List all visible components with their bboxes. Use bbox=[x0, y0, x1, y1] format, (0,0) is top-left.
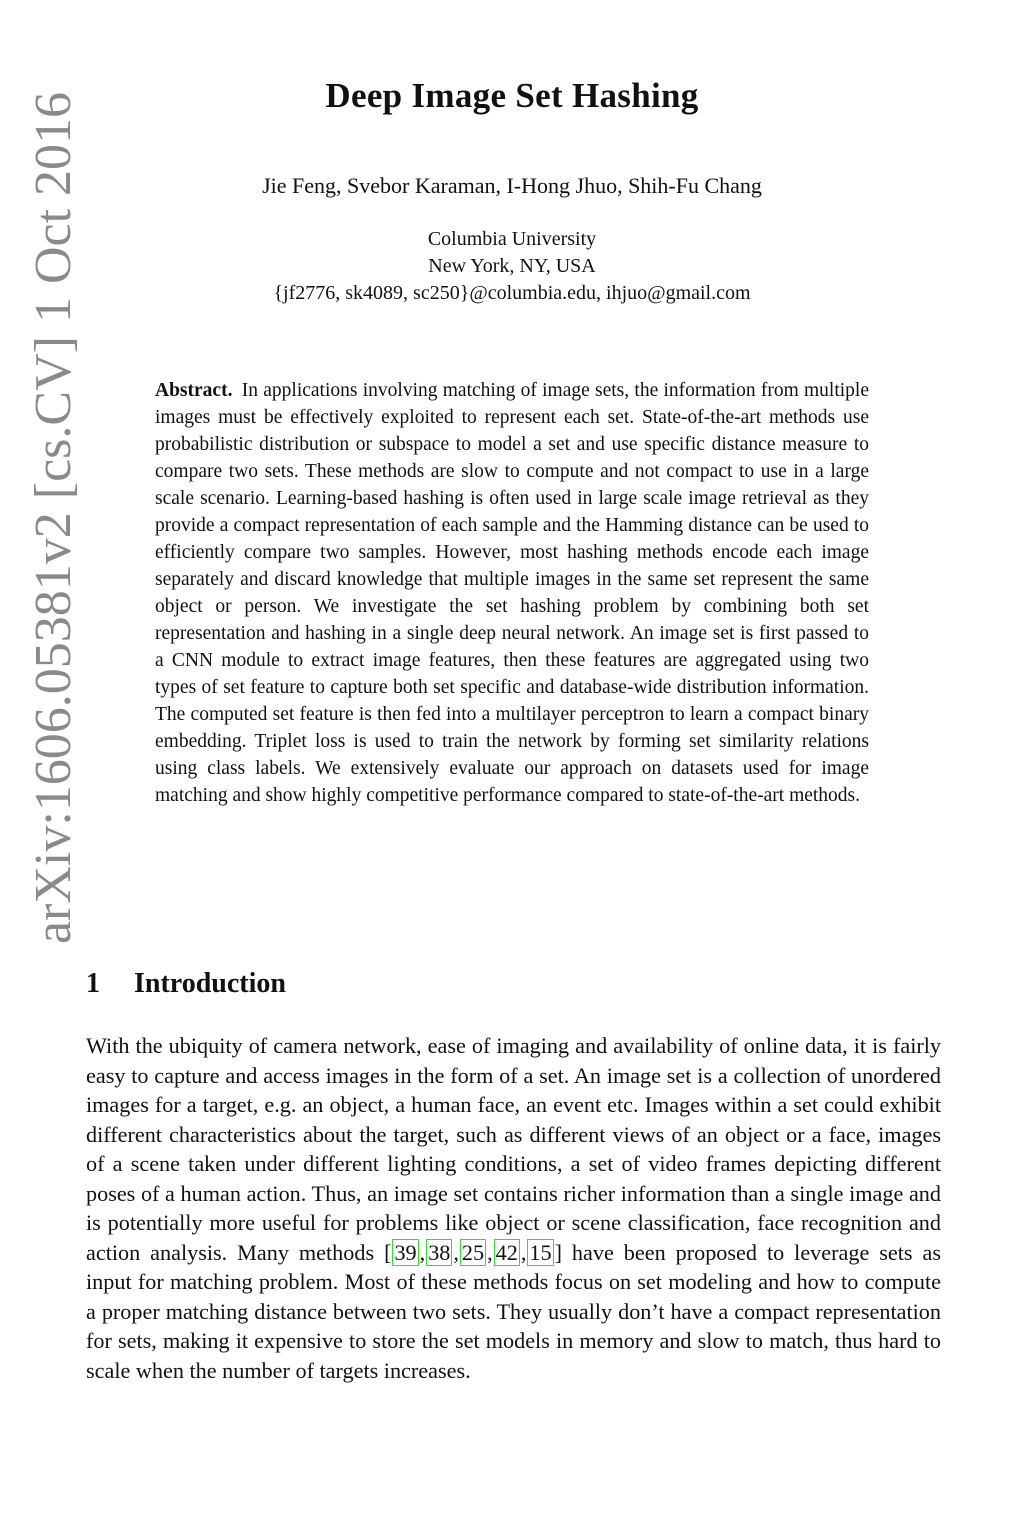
paper-title: Deep Image Set Hashing bbox=[325, 76, 699, 115]
section-heading bbox=[86, 968, 286, 1000]
arxiv-stamp: arXiv:1606.05381v2 [cs.CV] 1 Oct 2016 bbox=[25, 91, 82, 945]
intro-text-before: With the ubiquity of camera network, ease of imaging and availability of online data, it is fairly easy to capture and access images in the form of a set. An image set is a collection of unordered images for a target, e.g. an object, a human face, an event etc. Images within a set could exhibit different characteristics about the target, such as different views of an object or a face, images of a scene taken under different lighting conditions, a set of video frames depicting different poses of a human action. Thus, an image set contains richer information than a single image and is potentially more useful for problems like object or scene classification, face recognition and action analysis. Many methods bbox=[86, 1033, 941, 1265]
citation-link[interactable]: 39 bbox=[394, 1239, 417, 1265]
abstract-label: Abstract. bbox=[155, 380, 233, 401]
abstract-text: In applications involving matching of image sets, the information from multiple images must be effectively exploited to represent each set. State-of-the-art methods use probabilistic distribution or subspace to model a set and use specific distance measure to compare two sets. These methods are slow to compute and not compact to use in a large scale scenario. Learning-based hashing is often used in large scale image retrieval as they provide a compact representation of each sample and the Hamming distance can be used to efficiently compare two samples. However, most hashing methods encode each image separately and discard knowledge that multiple images in the same set represent the same object or person. We investigate the set hashing problem by combining both set representation and hashing in a single deep neural network. An image set is first passed to a CNN module to extract image features, then these features are aggregated using two types of set feature to capture both set specific and database-wide distribution information. The computed set feature is then fed into a multilayer perceptron to learn a compact binary embedding. Triplet loss is used to train the network by forming set similarity relations using class labels. We extensively evaluate our approach on datasets used for image matching and show highly competitive performance compared to state-of-the-art methods. bbox=[155, 380, 870, 806]
section-title: Introduction bbox=[134, 968, 286, 999]
author-list: Jie Feng, Svebor Karaman, I-Hong Jhuo, Shih-Fu Chang bbox=[262, 173, 762, 198]
author-emails: {jf2776, sk4089, sc250}@columbia.edu, ihjuo@gmail.com bbox=[273, 282, 751, 304]
intro-text-after: have been proposed to leverage sets as input for matching problem. Most of these methods focus on set modeling and how to compute a proper matching distance between two sets. They usually don’t have a compact representation for sets, making it expensive to store the set models in memory and slow to match, thus hard to scale when the number of targets increases. bbox=[86, 1239, 941, 1383]
citation-link[interactable]: 15 bbox=[529, 1239, 552, 1265]
intro-paragraph bbox=[86, 1031, 941, 1385]
affiliation-block bbox=[0, 226, 1024, 307]
citation-link[interactable]: 25 bbox=[461, 1239, 485, 1265]
location: New York, NY, USA bbox=[428, 255, 596, 277]
citation-link[interactable]: 42 bbox=[495, 1239, 518, 1265]
abstract bbox=[155, 377, 869, 809]
citation-group: [ 39 , 38 , 25 , 42 , 15 ] bbox=[384, 1239, 562, 1265]
section-number: 1 bbox=[86, 968, 100, 999]
citation-link[interactable]: 38 bbox=[428, 1239, 451, 1265]
institution: Columbia University bbox=[427, 228, 597, 250]
